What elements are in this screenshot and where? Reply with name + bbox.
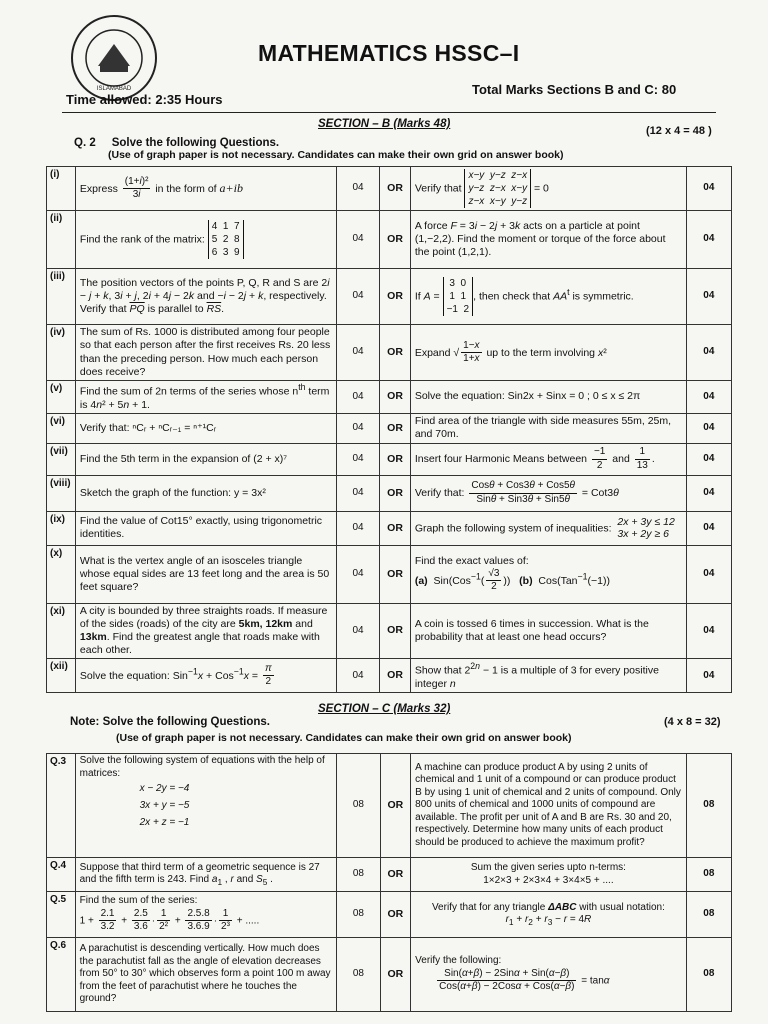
question-right: A force F = 3i − 2j + 3k acts on a particle at point (1,−2,2). Find the moment or torque of the force about the point (1,2,1). [410,211,686,269]
marks-left: 08 [337,858,380,892]
question-right: Verify that x−y y−z z−x y−z z−x x−y z−x x−y y−z = 0 [410,167,686,211]
question-left: A parachutist is descending vertically. How much does the parachutist fall as the angle of elevation decreases from 50° to 30° which observes form a point 100 m away from the feet of parachutist where he touches the ground? [75,938,337,1012]
marks-right: 04 [686,211,731,269]
section-b-instructions [74,137,564,161]
marks-left: 08 [337,938,380,1012]
question-right: Find area of the triangle with side measures 55m, 25m, and 70m. [410,413,686,443]
marks-left: 04 [336,443,379,475]
question-right: Verify that for any triangle ΔABC with usual notation: $r_1 + r_2 + r_3 - r = 4R$ [411,892,687,938]
section-c-note: Note: Solve the following Questions. [70,716,270,728]
question-right: Show that $2^{2n} - 1$ is a multiple of 3 for every positive integer n [410,659,686,693]
table-row [47,167,732,211]
marks-right: 04 [686,475,731,511]
marks-left: 08 [337,754,380,858]
table-row [47,211,732,269]
row-number: (ii) [47,211,76,269]
marks-left: 04 [336,659,379,693]
row-number: (vi) [47,413,76,443]
question-right: Solve the equation: Sin2x + Sinx = 0 ; 0 ≤ x ≤ 2π [410,381,686,414]
marks-right: 08 [686,892,731,938]
marks-left: 04 [336,603,379,659]
row-number: (xii) [47,659,76,693]
table-row [47,892,732,938]
question-left: Express $\frac{\text{(1+i)²}}{3i}$ in the form of a+ib [75,167,336,211]
marks-left: 04 [336,381,379,414]
question-left: The position vectors of the points P, Q, R and S are 2i − j + k, 3i + j, 2i + 4j − 2k and −i − 2j + k, respectively. Verify that $\overline{PQ}$ is parallel to $\overline{RS}$. [75,269,336,325]
section-c-marks: (4 x 8 = 32) [664,716,721,728]
marks-right: 04 [686,381,731,414]
question-label: Q. 2 [74,137,96,149]
marks-left: 04 [336,511,379,545]
board-seal-logo [70,14,158,102]
row-number: Q.6 [47,938,76,1012]
marks-left: 04 [336,167,379,211]
time-allowed: Time allowed: 2:35 Hours [66,92,223,107]
or-label: OR [380,381,411,414]
marks-left: 04 [336,325,379,381]
sub-instruction: (Use of graph paper is not necessary. Candidates can make their own grid on answer book) [108,149,564,161]
question-left: A city is bounded by three straights roads. If measure of the sides (roads) of the city are 5km, 12km and 13km. Find the greatest angle that roads make with each other. [75,603,336,659]
header-divider [62,112,716,113]
section-b-table [46,166,732,693]
table-row [47,413,732,443]
question-left: Solve the equation: Sin$^{-1}$x + Cos$^{-1}$x = $\frac{\pi}{2}$ [75,659,336,693]
table-row [47,603,732,659]
row-number: (iv) [47,325,76,381]
table-row [47,475,732,511]
row-number: Q.5 [47,892,76,938]
row-number: (ix) [47,511,76,545]
row-number: (i) [47,167,76,211]
marks-right: 04 [686,413,731,443]
question-left: Sketch the graph of the function: y = 3x² [75,475,336,511]
svg-text:ISLAMABAD: ISLAMABAD [96,86,132,92]
table-row [47,511,732,545]
or-label: OR [380,659,411,693]
or-label: OR [380,892,411,938]
question-right: If A = 3 0 1 1 −1 2, then check that $AA^t$ is symmetric. [410,269,686,325]
or-label: OR [380,269,411,325]
question-left: The sum of Rs. 1000 is distributed among four people so that each person after the first receives Rs. 20 less than the preceding person. How much each person does receive? [75,325,336,381]
marks-left: 04 [336,211,379,269]
marks-right: 04 [686,511,731,545]
question-left: Solve the following system of equations with the help of matrices: x − 2y = −4 3x + y = −5 2x + z = −1 [75,754,337,858]
row-number: (vii) [47,443,76,475]
marks-right: 04 [686,325,731,381]
question-left: Find the sum of 2n terms of the series whose $n^{th}$ term is 4n² + 5n + 1. [75,381,336,414]
or-label: OR [380,754,411,858]
question-right: A machine can produce product A by using 2 units of chemical and 1 unit of a compound or can produce product B by using 1 unit of chemical and 2 units of compound. Only 800 units of chemical and 1000 units of compound are available. The profit per unit of A and B are Rs. 30 and 20, respectively. Determine how many units of each product should be produced to achieve the maximum profit? [411,754,687,858]
marks-left: 04 [336,545,379,603]
marks-left: 04 [336,475,379,511]
table-row [47,269,732,325]
row-number: (viii) [47,475,76,511]
page-title: MATHEMATICS HSSC–I [258,40,520,66]
marks-right: 04 [686,443,731,475]
or-label: OR [380,443,411,475]
question-right: A coin is tossed 6 times in succession. What is the probability that at least one head occurs? [410,603,686,659]
question-right: Graph the following system of inequalities: 2x + 3y ≤ 12 3x + 2y ≥ 6 [410,511,686,545]
question-left: Find the 5th term in the expansion of (2 + x)⁷ [75,443,336,475]
row-number: Q.4 [47,858,76,892]
section-c-heading: SECTION – C (Marks 32) [318,703,451,715]
row-number: (x) [47,545,76,603]
table-row [47,938,732,1012]
question-right: Expand √ $\frac{1-x}{1+x}$ up to the term involving x² [410,325,686,381]
marks-right: 04 [686,659,731,693]
row-number: Q.3 [47,754,76,858]
or-label: OR [380,603,411,659]
row-number: (iii) [47,269,76,325]
marks-right: 04 [686,603,731,659]
marks-left: 04 [336,269,379,325]
table-row [47,858,732,892]
table-row [47,545,732,603]
or-label: OR [380,325,411,381]
section-b-heading: SECTION – B (Marks 48) [318,118,451,130]
marks-right: 08 [686,754,731,858]
question-right: Find the exact values of: (a) Sin(Cos$^{-1}$( $\frac{√3}{2}$ )) (b) Cos(Tan$^{-1}$(−1)) [410,545,686,603]
or-label: OR [380,858,411,892]
instruction-text: Solve the following Questions. [111,137,280,149]
question-right: Verify the following: $\frac{\text{Sin(α+β) − 2Sinα + Sin(α−β)}}{\text{Cos(α+β) − 2Cosα + Cos(α−β)}}$ = tanα [411,938,687,1012]
question-left: Find the rank of the matrix: 4 1 7 5 2 8 6 3 9 [75,211,336,269]
question-right: Insert four Harmonic Means between $\frac{-1}{2}$ and $\frac{1}{13}$ . [410,443,686,475]
marks-left: 08 [337,892,380,938]
total-marks: Total Marks Sections B and C: 80 [472,82,677,97]
question-left: Verify that: ⁿCᵣ + ⁿCᵣ₋₁ = ⁿ⁺¹Cᵣ [75,413,336,443]
row-number: (xi) [47,603,76,659]
section-c-sub-instruction: (Use of graph paper is not necessary. Candidates can make their own grid on answer book) [116,732,572,744]
or-label: OR [380,511,411,545]
marks-right: 08 [686,858,731,892]
row-number: (v) [47,381,76,414]
question-left: Find the value of Cot15° exactly, using trigonometric identities. [75,511,336,545]
question-left: Find the sum of the series: 1 + $\frac{2.1}{3.2}$ + $\frac{2.5}{3.6}$ · $\frac{1}{\text{2²}}$ + $\frac{2.5.8}{3.6.9}$ · $\frac{1}{\text{2³}}$ + ..... [75,892,337,938]
or-label: OR [380,167,411,211]
question-right: Verify that: $\frac{\text{Cosθ + Cos3θ + Cos5θ}}{\text{Sinθ + Sin3θ + Sin5θ}}$ = Cot3θ [410,475,686,511]
question-right: Sum the given series upto n-terms: 1×2×3 + 2×3×4 + 3×4×5 + .... [411,858,687,892]
or-label: OR [380,475,411,511]
table-row [47,754,732,858]
section-b-marks: (12 x 4 = 48 ) [646,125,712,137]
table-row [47,443,732,475]
or-label: OR [380,938,411,1012]
or-label: OR [380,545,411,603]
table-row [47,325,732,381]
table-row [47,659,732,693]
marks-left: 04 [336,413,379,443]
marks-right: 04 [686,545,731,603]
question-left: What is the vertex angle of an isosceles triangle whose equal sides are 13 feet long and the area is 50 feet square? [75,545,336,603]
or-label: OR [380,413,411,443]
table-row [47,381,732,414]
marks-right: 04 [686,167,731,211]
marks-right: 04 [686,269,731,325]
marks-right: 08 [686,938,731,1012]
question-left: Suppose that third term of a geometric sequence is 27 and the fifth term is 243. Find $a_1$ , r and $S_5$ . [75,858,337,892]
or-label: OR [380,211,411,269]
section-c-table [46,753,732,1012]
